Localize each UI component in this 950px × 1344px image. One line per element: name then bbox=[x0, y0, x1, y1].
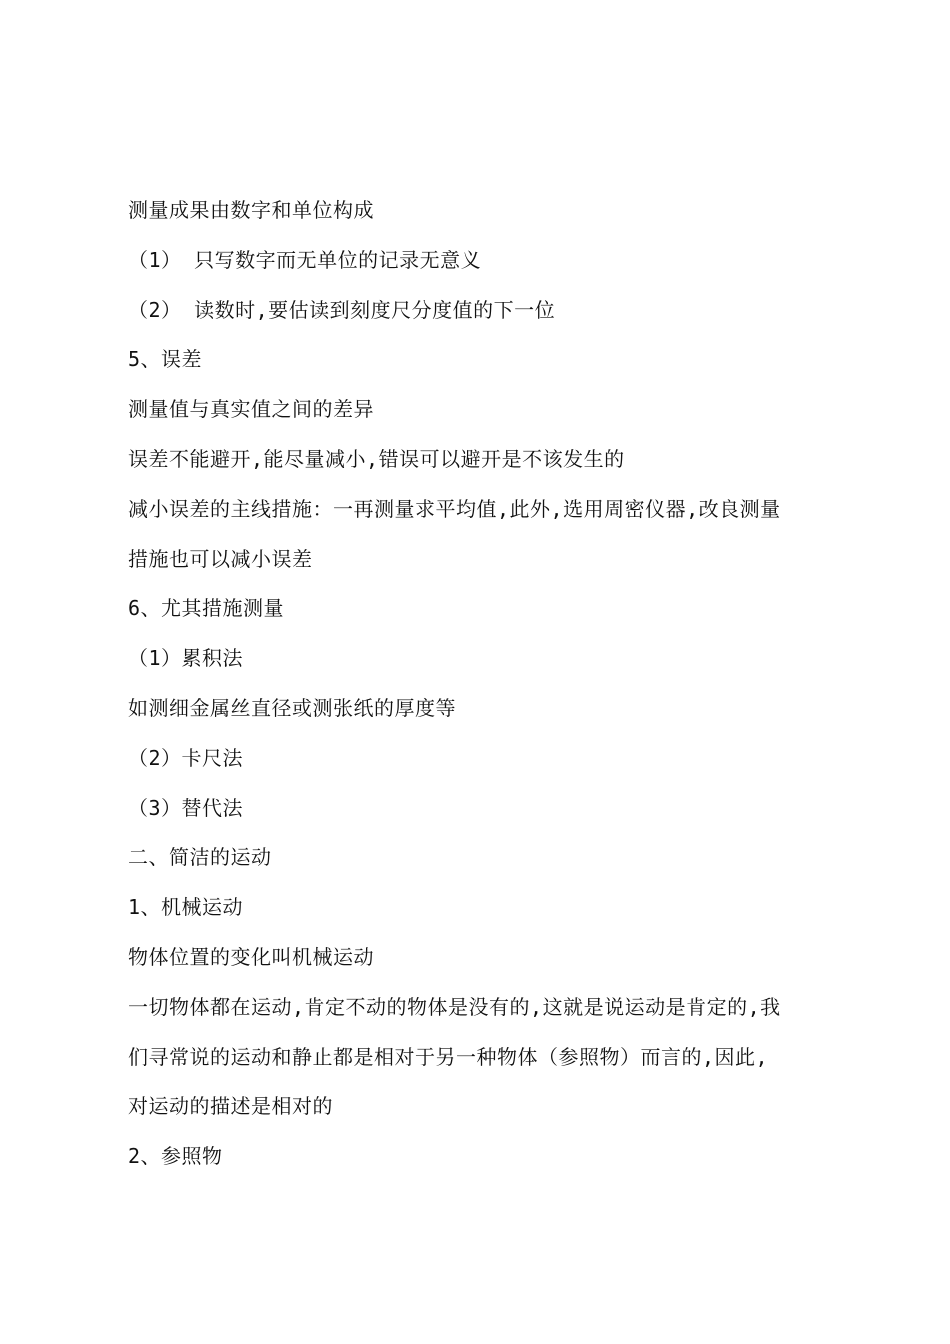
text-line: 措施也可以减小误差 bbox=[128, 546, 313, 571]
text-line: 物体位置的变化叫机械运动 bbox=[128, 944, 374, 969]
text-line: 测量成果由数字和单位构成 bbox=[128, 198, 374, 222]
text-line: （1）累积法 bbox=[128, 646, 244, 671]
section-heading: 5、误差 bbox=[128, 347, 203, 372]
chapter-heading: 二、简洁的运动 bbox=[128, 845, 272, 870]
text-line: （2） 读数时,要估读到刻度尺分度值的下一位 bbox=[128, 297, 556, 322]
text-line: （2）卡尺法 bbox=[128, 745, 244, 770]
text-line: 一切物体都在运动,肯定不动的物体是没有的,这就是说运动是肯定的,我 bbox=[128, 994, 781, 1019]
text-line: 减小误差的主线措施：一再测量求平均值,此外,选用周密仪器,改良测量 bbox=[128, 496, 781, 521]
text-line: 对运动的描述是相对的 bbox=[128, 1094, 333, 1119]
document-body bbox=[128, 186, 840, 1182]
section-heading: 2、参照物 bbox=[128, 1144, 223, 1169]
text-line: （1） 只写数字而无单位的记录无意义 bbox=[128, 247, 482, 272]
section-heading: 6、尤其措施测量 bbox=[128, 596, 285, 621]
text-line: 如测细金属丝直径或测张纸的厚度等 bbox=[128, 695, 456, 720]
text-line: 测量值与真实值之间的差异 bbox=[128, 397, 374, 422]
text-line: 误差不能避开,能尽量减小,错误可以避开是不该发生的 bbox=[128, 446, 625, 471]
text-line: （3）替代法 bbox=[128, 795, 244, 820]
section-heading: 1、机械运动 bbox=[128, 895, 244, 920]
text-line: 们寻常说的运动和静止都是相对于另一种物体（参照物）而言的,因此, bbox=[128, 1044, 769, 1069]
